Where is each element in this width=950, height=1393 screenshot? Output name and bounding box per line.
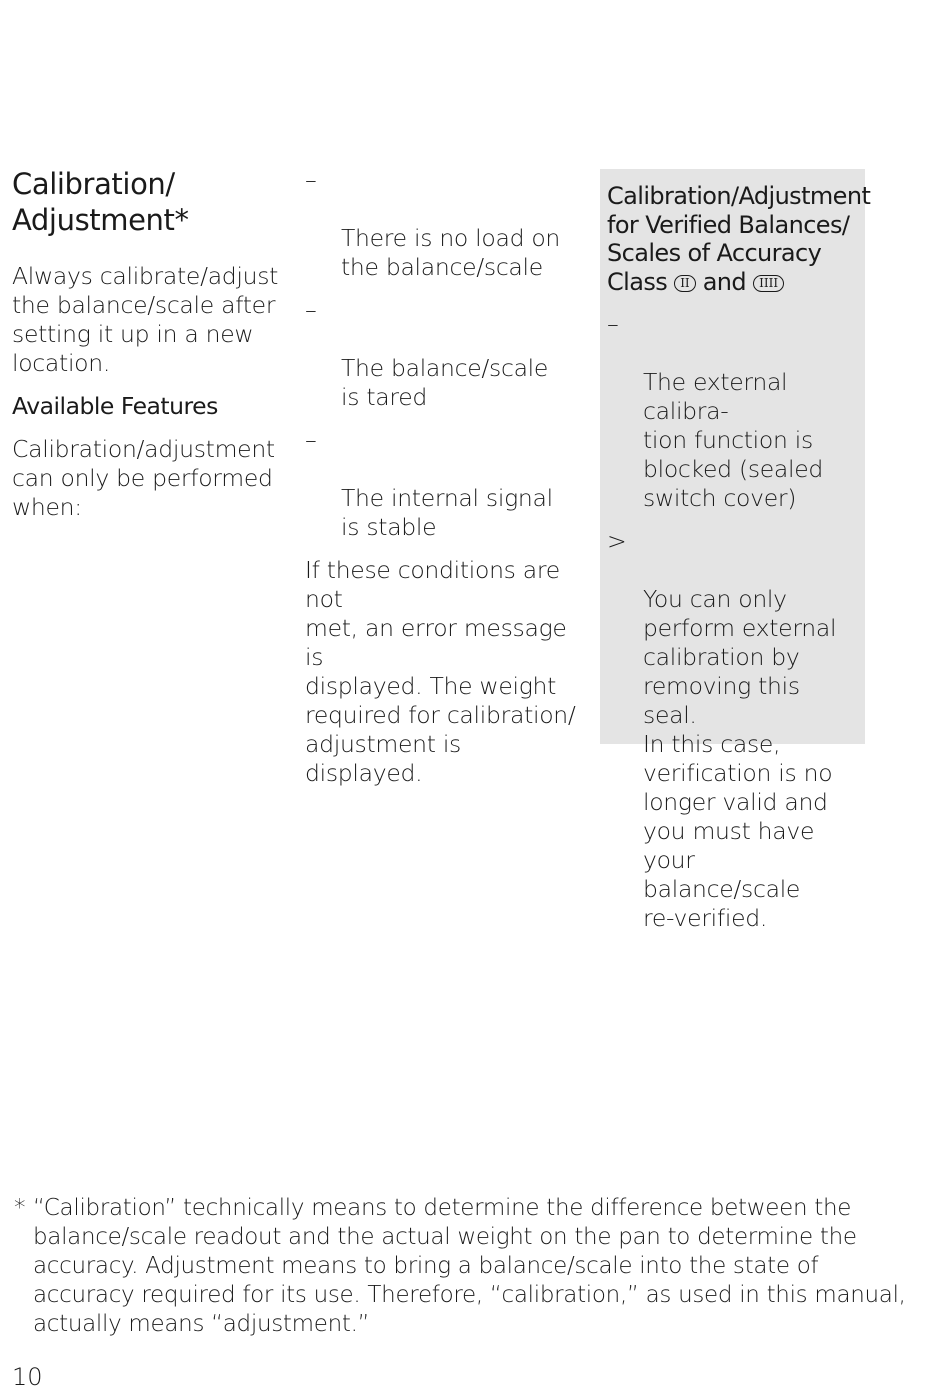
footnote-text: “Calibration” technically means to determine the difference between the balance/scale readout and the actual weight on the pan to determine the accuracy. Adjustment means to bring a balance/scale into the state of accuracy required for its use. Therefore, “calibration,” as used in this manual, actually means “adjustment.” <box>33 1195 906 1337</box>
footnote-marker: * <box>14 1195 26 1221</box>
box-heading-text: Calibration/Adjustment for Verified Balances/ Scales of Accuracy <box>607 182 871 267</box>
class-word: Class <box>607 267 668 296</box>
intro-paragraph: Always calibrate/adjust the balance/scale after setting it up in a new location. <box>12 262 279 377</box>
and-word: and <box>702 267 747 296</box>
middle-column <box>305 166 580 802</box>
arrow-bullet: > <box>607 527 627 555</box>
box-list <box>607 310 859 933</box>
list-item <box>607 527 859 933</box>
left-column <box>12 166 282 536</box>
list-item-text: There is no load on the balance/scale <box>341 224 561 281</box>
list-item <box>305 426 580 542</box>
dash-bullet: – <box>607 310 619 338</box>
section-title: Calibration/ Adjustment* <box>12 167 189 237</box>
dash-bullet: – <box>305 296 317 324</box>
conditions-list <box>305 166 580 542</box>
footnote <box>14 1194 914 1339</box>
accuracy-class-iiii-icon: IIII <box>753 275 784 292</box>
list-item <box>607 310 859 513</box>
list-item <box>305 166 580 282</box>
page-number: 10 <box>12 1363 43 1391</box>
list-item-text: The balance/scale is tared <box>341 354 549 411</box>
list-item-text: The external calibra- tion function is blocked (sealed switch cover) <box>643 368 824 512</box>
list-item-text: The internal signal is stable <box>341 484 553 541</box>
dash-bullet: – <box>305 426 317 454</box>
accuracy-class-ii-icon: II <box>674 275 695 292</box>
list-item-text: You can only perform external calibration by removing this seal. In this case, verification is no longer valid and you must have your balance/scale re-verified. <box>643 585 837 932</box>
available-features-heading: Available Features <box>12 392 218 420</box>
error-message-paragraph: If these conditions are not met, an error message is displayed. The weight required for calibration/ adjustment is displayed. <box>305 556 576 787</box>
verified-balances-box <box>600 169 871 932</box>
box-heading <box>607 182 871 296</box>
list-item <box>305 296 580 412</box>
dash-bullet: – <box>305 166 317 194</box>
conditions-intro: Calibration/adjustment can only be performed when: <box>12 435 275 521</box>
